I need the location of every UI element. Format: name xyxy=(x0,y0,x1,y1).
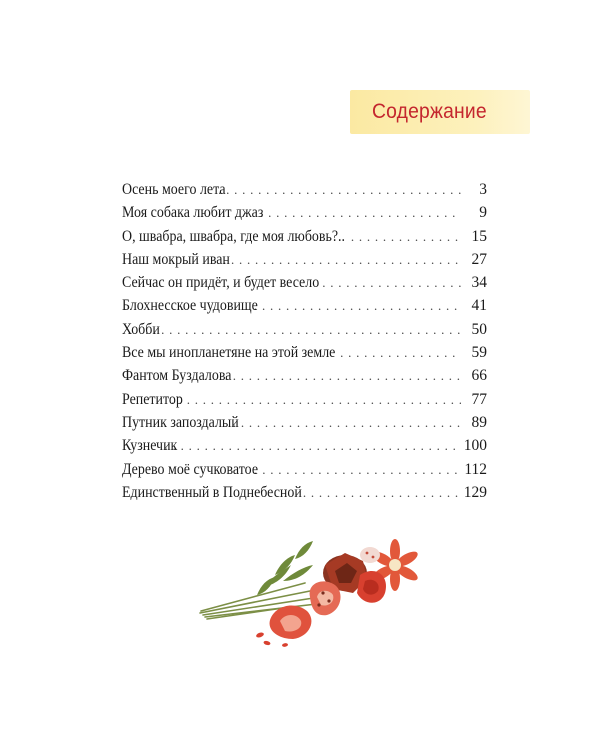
toc-entry-page-number: 50 xyxy=(471,320,487,338)
toc-leader-dots xyxy=(218,178,461,201)
toc-leader-dots xyxy=(165,434,458,457)
toc-entry-page-number: 59 xyxy=(471,344,487,362)
toc-entry-title: Сейчас он придёт, и будет весело xyxy=(122,274,320,292)
toc-entry-page-number: 9 xyxy=(479,204,487,222)
toc-leader-dots xyxy=(351,225,461,248)
toc-leader-dots xyxy=(225,364,461,387)
toc-entry-title: Путник запоздалый xyxy=(122,413,239,431)
table-of-contents xyxy=(122,178,487,504)
toc-entry xyxy=(122,225,487,248)
flower-bouquet-icon xyxy=(195,535,440,650)
page-title: Содержание xyxy=(372,100,487,123)
toc-entry xyxy=(122,388,487,411)
toc-leader-dots xyxy=(171,388,461,411)
toc-leader-dots xyxy=(233,411,461,434)
toc-entry xyxy=(122,271,487,294)
toc-entry-title: Кузнечик xyxy=(122,437,178,455)
toc-leader-dots xyxy=(254,458,458,481)
toc-entry-title: Блохнесское чудовище xyxy=(122,297,258,315)
toc-leader-dots xyxy=(254,294,461,317)
toc-leader-dots xyxy=(145,318,461,341)
toc-entry-page-number: 27 xyxy=(471,250,487,268)
toc-entry xyxy=(122,201,487,224)
toc-entry xyxy=(122,458,487,481)
toc-entry xyxy=(122,248,487,271)
toc-entry-title: О, швабра, швабра, где моя любовь?.. xyxy=(122,227,346,245)
toc-entry-title: Репетитор xyxy=(122,390,183,408)
toc-entry-page-number: 100 xyxy=(463,437,487,455)
toc-leader-dots xyxy=(303,481,458,504)
toc-entry-title: Моя собака любит джаз xyxy=(122,204,264,222)
toc-leader-dots xyxy=(260,201,461,224)
toc-entry-title: Наш мокрый иван xyxy=(122,250,230,268)
toc-entry xyxy=(122,294,487,317)
toc-entry-page-number: 3 xyxy=(479,181,487,198)
toc-entry-title: Хобби xyxy=(122,320,160,338)
toc-leader-dots xyxy=(322,271,461,294)
toc-entry xyxy=(122,434,487,457)
toc-entry-page-number: 34 xyxy=(471,274,487,292)
toc-leader-dots xyxy=(340,341,461,364)
toc-entry xyxy=(122,481,487,504)
toc-entry-title: Все мы инопланетяне на этой земле xyxy=(122,344,336,362)
toc-entry-page-number: 15 xyxy=(471,227,487,245)
toc-entry-title: Дерево моё сучковатое xyxy=(122,460,259,478)
toc-entry-page-number: 112 xyxy=(464,460,487,478)
toc-entry-page-number: 41 xyxy=(471,297,487,315)
toc-entry xyxy=(122,318,487,341)
toc-entry-title: Фантом Буздалова xyxy=(122,367,232,385)
title-banner xyxy=(350,90,530,134)
toc-entry-page-number: 77 xyxy=(471,390,487,408)
toc-entry xyxy=(122,178,487,201)
toc-entry-page-number: 129 xyxy=(463,483,487,501)
toc-entry-page-number: 66 xyxy=(471,367,487,385)
toc-entry-page-number: 89 xyxy=(471,413,487,431)
toc-entry xyxy=(122,341,487,364)
toc-entry xyxy=(122,411,487,434)
toc-leader-dots xyxy=(223,248,461,271)
toc-entry-title: Осень моего лета xyxy=(122,181,226,198)
toc-entry xyxy=(122,364,487,387)
toc-entry-title: Единственный в Поднебесной xyxy=(122,483,302,501)
